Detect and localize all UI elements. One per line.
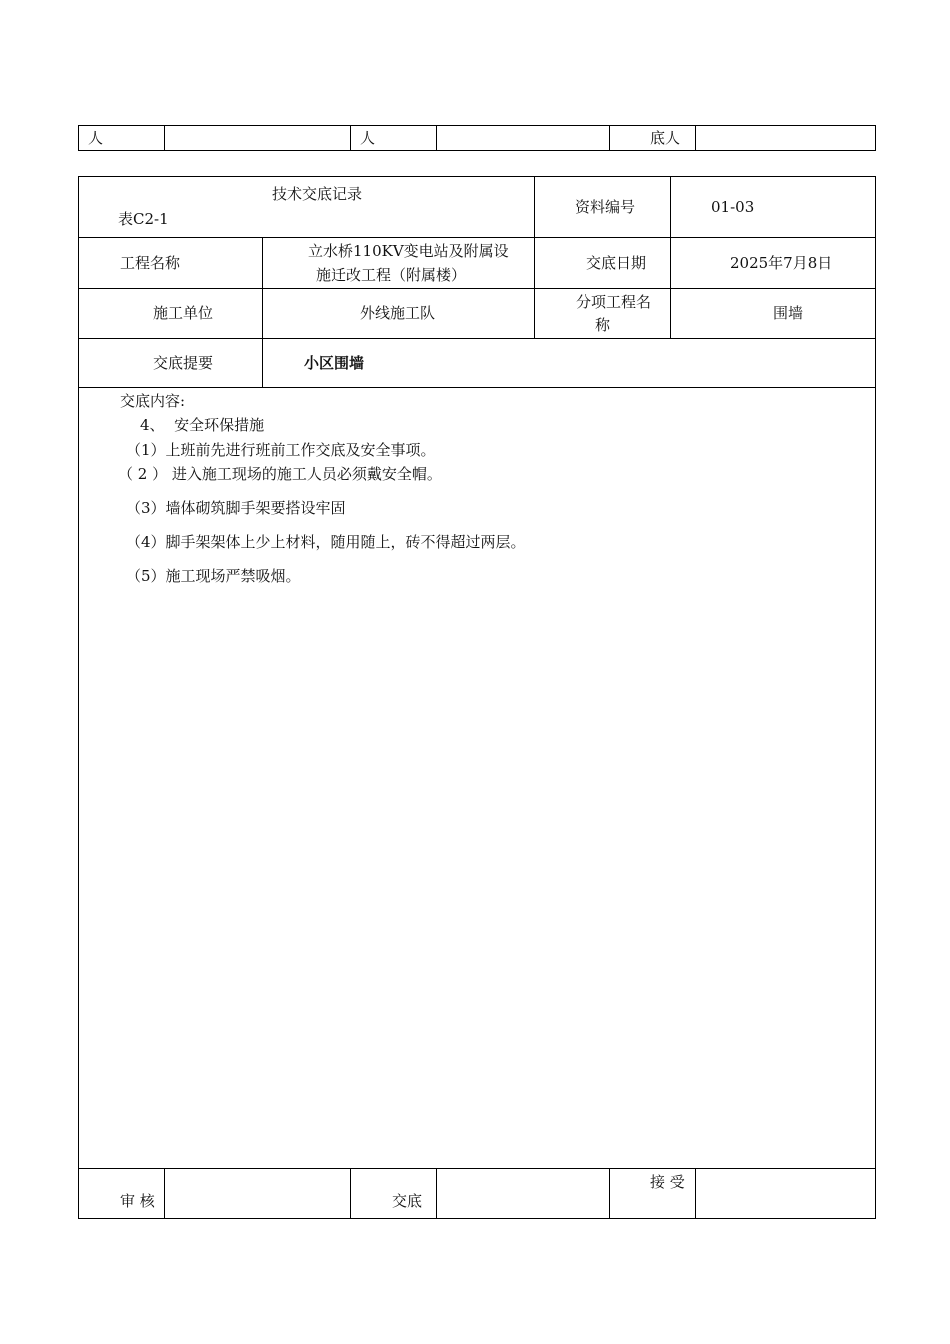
doc-no-label: 资料编号: [575, 198, 636, 216]
handover-label: 交底: [392, 1192, 423, 1210]
signature-col-divider: [436, 1168, 437, 1218]
form-row-divider: [78, 288, 876, 289]
content-item-5: （5）施工现场严禁吸烟。: [126, 567, 301, 585]
form-title: 技术交底记录: [272, 185, 363, 203]
signature-col-divider: [609, 1168, 610, 1218]
top-strip-cell-3: 人: [360, 129, 376, 147]
form-col-divider: [262, 237, 263, 387]
project-name-label: 工程名称: [120, 254, 181, 272]
content-heading: 交底内容:: [120, 392, 186, 410]
form-border-right: [875, 176, 876, 1219]
content-item-3: （3）墙体砌筑脚手架要搭设牢固: [126, 499, 346, 517]
signature-col-divider: [350, 1168, 351, 1218]
signature-col-divider: [164, 1168, 165, 1218]
top-strip-cell-1: 人: [88, 129, 104, 147]
project-name-line1: 立水桥110KV变电站及附属设: [308, 242, 509, 260]
date-value: 2025年7月8日: [730, 254, 833, 272]
date-label: 交底日期: [586, 254, 647, 272]
top-strip-divider: [436, 125, 437, 151]
sub-project-label-line1: 分项工程名: [576, 293, 652, 311]
top-strip-border-bottom: [78, 150, 876, 151]
form-border-left: [78, 176, 79, 1219]
form-row-divider: [78, 387, 876, 388]
top-strip-divider: [695, 125, 696, 151]
content-item-1: （1）上班前先进行班前工作交底及安全事项。: [126, 441, 436, 459]
top-strip-divider: [78, 125, 79, 151]
top-strip-cell-5: 底人: [650, 129, 681, 147]
receive-label: 接 受: [650, 1173, 685, 1191]
form-row-divider: [78, 1168, 876, 1169]
signature-col-divider: [695, 1168, 696, 1218]
unit-value: 外线施工队: [360, 304, 436, 322]
content-item-2: （ 2 ） 进入施工现场的施工人员必须戴安全帽。: [118, 465, 442, 483]
form-number: 表C2-1: [118, 210, 169, 228]
form-row-divider: [78, 338, 876, 339]
top-strip-divider: [875, 125, 876, 151]
content-item-4: （4）脚手架架体上少上材料，随用随上，砖不得超过两层。: [126, 533, 526, 551]
sub-project-value: 围墙: [773, 304, 804, 322]
unit-label: 施工单位: [153, 304, 214, 322]
form-row-divider: [78, 237, 876, 238]
summary-label: 交底提要: [153, 354, 214, 372]
sub-project-label-line2: 称: [595, 316, 611, 334]
top-strip-divider: [609, 125, 610, 151]
form-col-divider: [534, 176, 535, 338]
form-border-bottom: [78, 1218, 876, 1219]
content-section-title: 4、 安全环保措施: [140, 416, 265, 434]
top-strip-divider: [164, 125, 165, 151]
top-strip-border-top: [78, 125, 876, 126]
top-strip-divider: [350, 125, 351, 151]
form-col-divider: [670, 176, 671, 338]
project-name-line2: 施迁改工程（附属楼）: [316, 266, 467, 284]
form-border-top: [78, 176, 876, 177]
summary-value: 小区围墙: [304, 354, 365, 372]
doc-no-value: 01-03: [711, 198, 755, 216]
review-label: 审 核: [120, 1192, 155, 1210]
